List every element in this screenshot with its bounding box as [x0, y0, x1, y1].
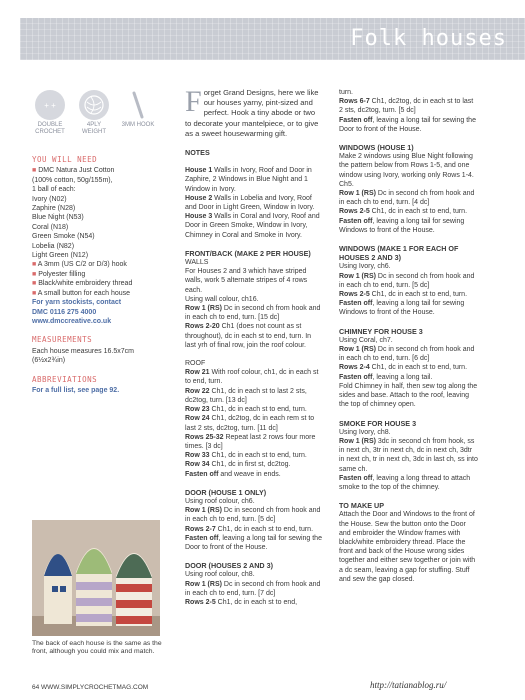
pattern-line: [185, 580, 323, 598]
pattern-line: [339, 290, 479, 299]
row-text: Ch1, dc in each st to end, turn.: [369, 208, 468, 216]
row-text: Dc in second ch from hook and in each ch to end, turn. [7 dc]: [185, 580, 321, 597]
pattern-line: [339, 180, 479, 189]
section-heading: DOOR (HOUSE 1 ONLY): [185, 487, 267, 497]
section-heading: WINDOWS (HOUSE 1): [339, 143, 414, 153]
row-text: 3dc in second ch from hook, ss in next ch, 3tr in next ch, dc in next ch, 3dtr in next ch, tr in next ch, 3dc in last ch, ss into same ch.: [339, 437, 478, 473]
badge-label: 4PLY WEIGHT: [82, 122, 106, 135]
row-label: Row 1 (RS): [339, 190, 376, 198]
row-text: Ch1, dc in first st, dc2tog.: [209, 461, 291, 469]
section-heading: TO MAKE UP: [339, 501, 384, 511]
pattern-section: [185, 488, 323, 552]
row-text: Walls in Coral and Ivory, Roof and Door in Green Smoke, Window in Ivory, Chimney in Coral and Smoke in Ivory.: [185, 213, 320, 239]
page-title: Folk houses: [350, 26, 507, 51]
row-text: WALLS: [185, 259, 209, 267]
stockists-note: For yarn stockists, contact: [32, 299, 122, 307]
row-text: , leaving a long tail for sewing the Door to front of the House.: [185, 534, 322, 551]
row-text: ROOF: [185, 360, 206, 368]
row-text: Ch1, dc2tog, dc in each st to last 2 sts, dc2tog, turn. [5 dc]: [339, 98, 474, 115]
row-text: Dc in second ch from hook and in each ch to end, turn. [15 dc]: [185, 305, 321, 322]
pattern-line: [185, 368, 323, 386]
dropcap: F: [185, 85, 202, 118]
pattern-section: [339, 327, 479, 410]
svg-text:+ +: + +: [44, 101, 56, 110]
pattern-line: [339, 382, 479, 410]
pattern-line: [185, 267, 323, 295]
row-text: Ch1, dc2tog, dc in each rem st to last 2 sts, dc2tog, turn. [11 dc]: [185, 415, 315, 432]
pattern-section: [339, 244, 479, 318]
row-label: Row 33: [185, 452, 210, 460]
pattern-line: [185, 304, 323, 322]
list-item: (100% cotton, 50g/155m),: [32, 176, 113, 184]
row-label: House 1: [185, 167, 213, 175]
row-label: Row 24: [185, 415, 210, 423]
materials-column: [32, 155, 157, 395]
row-label: Row 23: [185, 406, 210, 414]
row-text: Ch1, dc in each st to end, turn.: [215, 525, 314, 533]
pattern-line: [185, 258, 323, 267]
row-label: Row 21: [185, 369, 210, 377]
pattern-line: [339, 336, 479, 345]
pattern-line: [185, 166, 323, 194]
row-text: With roof colour, ch1, dc in each st to end, turn.: [185, 369, 319, 386]
row-label: Fasten off: [185, 470, 219, 478]
list-item: Light Green (N12): [32, 252, 89, 260]
pattern-line: [185, 570, 323, 579]
pattern-line: [185, 433, 323, 451]
pattern-line: [339, 299, 479, 317]
row-text: Ch1, dc in each st to end, turn.: [209, 406, 307, 414]
row-label: Rows 2-20: [185, 323, 220, 331]
list-item: Zaphire (N28): [32, 205, 76, 213]
pattern-line: [185, 359, 323, 368]
row-label: Row 1 (RS): [185, 580, 222, 588]
list-item: 1 ball of each:: [32, 186, 76, 194]
pattern-line: [185, 470, 323, 479]
row-label: Rows 2-5: [339, 291, 370, 299]
row-text: Using Ivory, ch6.: [339, 263, 391, 271]
pattern-line: [339, 510, 479, 584]
badge-label: 3MM HOOK: [121, 122, 155, 128]
row-text: Walls in Ivory, Roof and Door in Zaphire, 2 Windows in Blue Night and 1 Window in Ivory.: [185, 167, 312, 193]
list-item: ■ A 3mm (US C/2 or D/3) hook: [32, 261, 127, 269]
pattern-line: [185, 506, 323, 524]
row-label: Row 1 (RS): [339, 272, 376, 280]
header-band: [20, 18, 525, 60]
pattern-line: [185, 322, 323, 350]
yarn-list: [32, 166, 157, 326]
row-text: , leaving a long tail for sewing the Door to front of the House.: [339, 116, 476, 133]
pattern-section: [339, 143, 479, 235]
row-text: Ch1, dc in each st to end, turn.: [209, 452, 307, 460]
pattern-line: [339, 428, 479, 437]
photo-caption: The back of each house is the same as the front, although you could mix and match.: [32, 640, 162, 656]
row-label: Rows 2-7: [185, 525, 216, 533]
row-text: Ch1, dc in each st to end, turn.: [369, 291, 468, 299]
stitch-icon: [35, 90, 65, 120]
list-item: ■ Black/white embroidery thread: [32, 280, 133, 288]
row-label: Row 22: [185, 387, 210, 395]
hook-icon: [123, 90, 153, 120]
skill-badges: [32, 90, 156, 136]
row-text: Dc in second ch from hook and in each ch to end, turn. [4 dc]: [339, 190, 475, 207]
badge-3mm-hook: [120, 90, 156, 136]
row-text: Using roof colour, ch8.: [185, 571, 255, 579]
houses-photo: [32, 520, 160, 636]
pattern-section: [185, 561, 323, 607]
pattern-line: [339, 363, 479, 372]
pattern-section: [339, 88, 479, 134]
col2-body: [185, 148, 323, 607]
measurements-heading: MEASUREMENTS: [32, 335, 93, 345]
row-text: Using Coral, ch7.: [339, 336, 393, 344]
abbreviations-text: For a full list, see page 92.: [32, 386, 120, 394]
pattern-line: [339, 207, 479, 216]
pattern-line: [339, 474, 479, 492]
row-label: Rows 25-32: [185, 433, 224, 441]
watermark-url[interactable]: http://tatianablog.ru/: [370, 680, 447, 690]
row-label: Fasten off: [339, 217, 373, 225]
stockist-phone: DMC 0116 275 4000: [32, 308, 97, 316]
list-item: Lobelia (N82): [32, 242, 75, 250]
yarn-ball-icon: [79, 90, 109, 120]
row-text: Ch1 (does not count as st throughout), dc in each st to end, turn. In last yrh of final row, join the roof colour.: [185, 323, 312, 349]
row-label: Fasten off: [339, 300, 373, 308]
row-label: Row 1 (RS): [339, 346, 376, 354]
pattern-line: [185, 460, 323, 469]
row-label: Rows 2-4: [339, 364, 370, 372]
row-text: Make 2 windows using Blue Night following the pattern below from Rows 1-5, and one window using Ivory, working only Rows 1-4.: [339, 153, 474, 179]
list-item: Green Smoke (N54): [32, 233, 95, 241]
pattern-line: [339, 437, 479, 474]
pattern-line: [185, 525, 323, 534]
section-heading: SMOKE FOR HOUSE 3: [339, 418, 417, 428]
row-text: Walls in Lobelia and Ivory, Roof and Door in Light Green, Window in Ivory.: [185, 194, 315, 212]
row-label: Row 1 (RS): [339, 437, 376, 445]
pattern-line: [339, 217, 479, 235]
pattern-line: [339, 189, 479, 207]
row-label: Row 1 (RS): [185, 507, 222, 515]
row-text: Attach the Door and Windows to the front of the House. Sew the button onto the Door and embroider the Window frames with black/white embroidery thread. Place the front and back of the House wrong sides together and either sew together or join with a dc seam, leaving a gap for stuffing. Stuff and sew the gap closed.: [339, 511, 476, 583]
row-text: For Houses 2 and 3 which have striped walls, work 5 alternate stripes of 4 rows each.: [185, 268, 308, 294]
pattern-section: [185, 148, 323, 157]
row-text: Ch1, dc in each st to end, turn.: [369, 364, 468, 372]
row-text: , leaving a long tail.: [372, 373, 433, 381]
list-item: Coral (N18): [32, 223, 69, 231]
row-text: Repeat last 2 rows four more times. [3 dc]: [185, 433, 316, 450]
row-label: House 3: [185, 213, 213, 221]
section-heading: NOTES: [185, 148, 210, 158]
badge-4ply-weight: [76, 90, 112, 136]
section-heading: CHIMNEY FOR HOUSE 3: [339, 326, 423, 336]
row-label: Row 1 (RS): [185, 305, 222, 313]
section-heading: DOOR (HOUSES 2 AND 3): [185, 561, 273, 571]
pattern-section: [185, 249, 323, 350]
pattern-line: [339, 97, 479, 115]
badge-double-crochet: [32, 90, 68, 136]
row-label: Row 34: [185, 461, 210, 469]
pattern-line: [185, 405, 323, 414]
pattern-column-2: [185, 85, 323, 616]
row-label: Fasten off: [339, 373, 373, 381]
pattern-column-3: [339, 88, 479, 593]
row-text: Dc in second ch from hook and in each ch to end, turn. [5 dc]: [339, 272, 475, 289]
intro-text: orget Grand Designs, here we like our houses yarny, pint-sized and perfect. Hook a tiny abode or two to decorate your mantelpiece, or to give as a sweet housewarming gift.: [185, 88, 319, 138]
row-text: Using wall colour, ch16.: [185, 295, 259, 303]
pattern-line: [185, 295, 323, 304]
pattern-line: [185, 451, 323, 460]
pattern-line: [185, 497, 323, 506]
row-label: Fasten off: [185, 534, 219, 542]
page-footer: 64 WWW.SIMPLYCROCHETMAG.COM: [32, 684, 149, 691]
abbreviations-heading: ABBREVIATIONS: [32, 374, 98, 384]
pattern-line: [185, 212, 323, 240]
pattern-line: [339, 88, 479, 97]
pattern-line: [185, 194, 323, 212]
row-text: , leaving a long tail for sewing Windows to front of the House.: [339, 217, 465, 234]
pattern-section: [185, 359, 323, 479]
stockist-website[interactable]: www.dmccreative.co.uk: [32, 317, 112, 325]
pattern-section: [339, 501, 479, 584]
section-heading: WINDOWS (MAKE 1 FOR EACH OF HOUSES 2 AND 3): [339, 244, 459, 263]
intro-paragraph: [185, 85, 323, 139]
row-text: Using roof colour, ch6.: [185, 497, 255, 505]
list-item: ■ DMC Natura Just Cotton: [32, 167, 115, 175]
pattern-line: [339, 373, 479, 382]
row-label: Fasten off: [339, 474, 373, 482]
row-label: House 2: [185, 194, 213, 202]
pattern-line: [185, 598, 323, 607]
list-item: ■ Polyester filling: [32, 270, 86, 278]
pattern-line: [185, 387, 323, 405]
pattern-line: [185, 534, 323, 552]
pattern-section: [185, 166, 323, 240]
materials-heading: YOU WILL NEED: [32, 155, 98, 164]
measurements-text: Each house measures 16.5x7cm (6½x2¾in): [32, 347, 134, 365]
row-text: and weave in ends.: [218, 470, 281, 478]
pattern-line: [339, 152, 479, 180]
pattern-line: [339, 116, 479, 134]
row-label: Rows 2-5: [339, 208, 370, 216]
pattern-section: [339, 419, 479, 493]
pattern-line: [339, 345, 479, 363]
pattern-line: [339, 272, 479, 290]
pattern-line: [339, 262, 479, 271]
badge-label: DOUBLE CROCHET: [35, 122, 65, 135]
row-text: Dc in second ch from hook and in each ch to end, turn. [5 dc]: [185, 507, 321, 524]
row-text: Ch1, dc in each st to end,: [215, 598, 298, 606]
col3-body: [339, 88, 479, 584]
list-item: Blue Night (N53): [32, 214, 84, 222]
row-text: Using Ivory, ch8.: [339, 428, 391, 436]
row-label: Fasten off: [339, 116, 373, 124]
list-item: ■ A small button for each house: [32, 289, 131, 297]
pattern-line: [185, 414, 323, 432]
row-text: , leaving a long tail for sewing Windows to front of the House.: [339, 300, 465, 317]
row-label: Rows 6-7: [339, 98, 370, 106]
row-label: Rows 2-5: [185, 598, 216, 606]
list-item: Ivory (N02): [32, 195, 67, 203]
row-text: Dc in second ch from hook and in each ch to end, turn. [6 dc]: [339, 346, 475, 363]
row-text: Ch1, dc in each st to last 2 sts, dc2tog, turn. [13 dc]: [185, 387, 307, 404]
section-heading: FRONT/BACK (MAKE 2 PER HOUSE): [185, 248, 311, 258]
row-text: Ch5.: [339, 180, 354, 188]
row-text: turn.: [339, 89, 354, 96]
row-text: , leaving a long thread to attach smoke to the top of the chimney.: [339, 474, 471, 491]
row-text: Fold Chimney in half, then sew tog along the sides and base. Attach to the roof, leaving the top of chimney open.: [339, 382, 478, 409]
